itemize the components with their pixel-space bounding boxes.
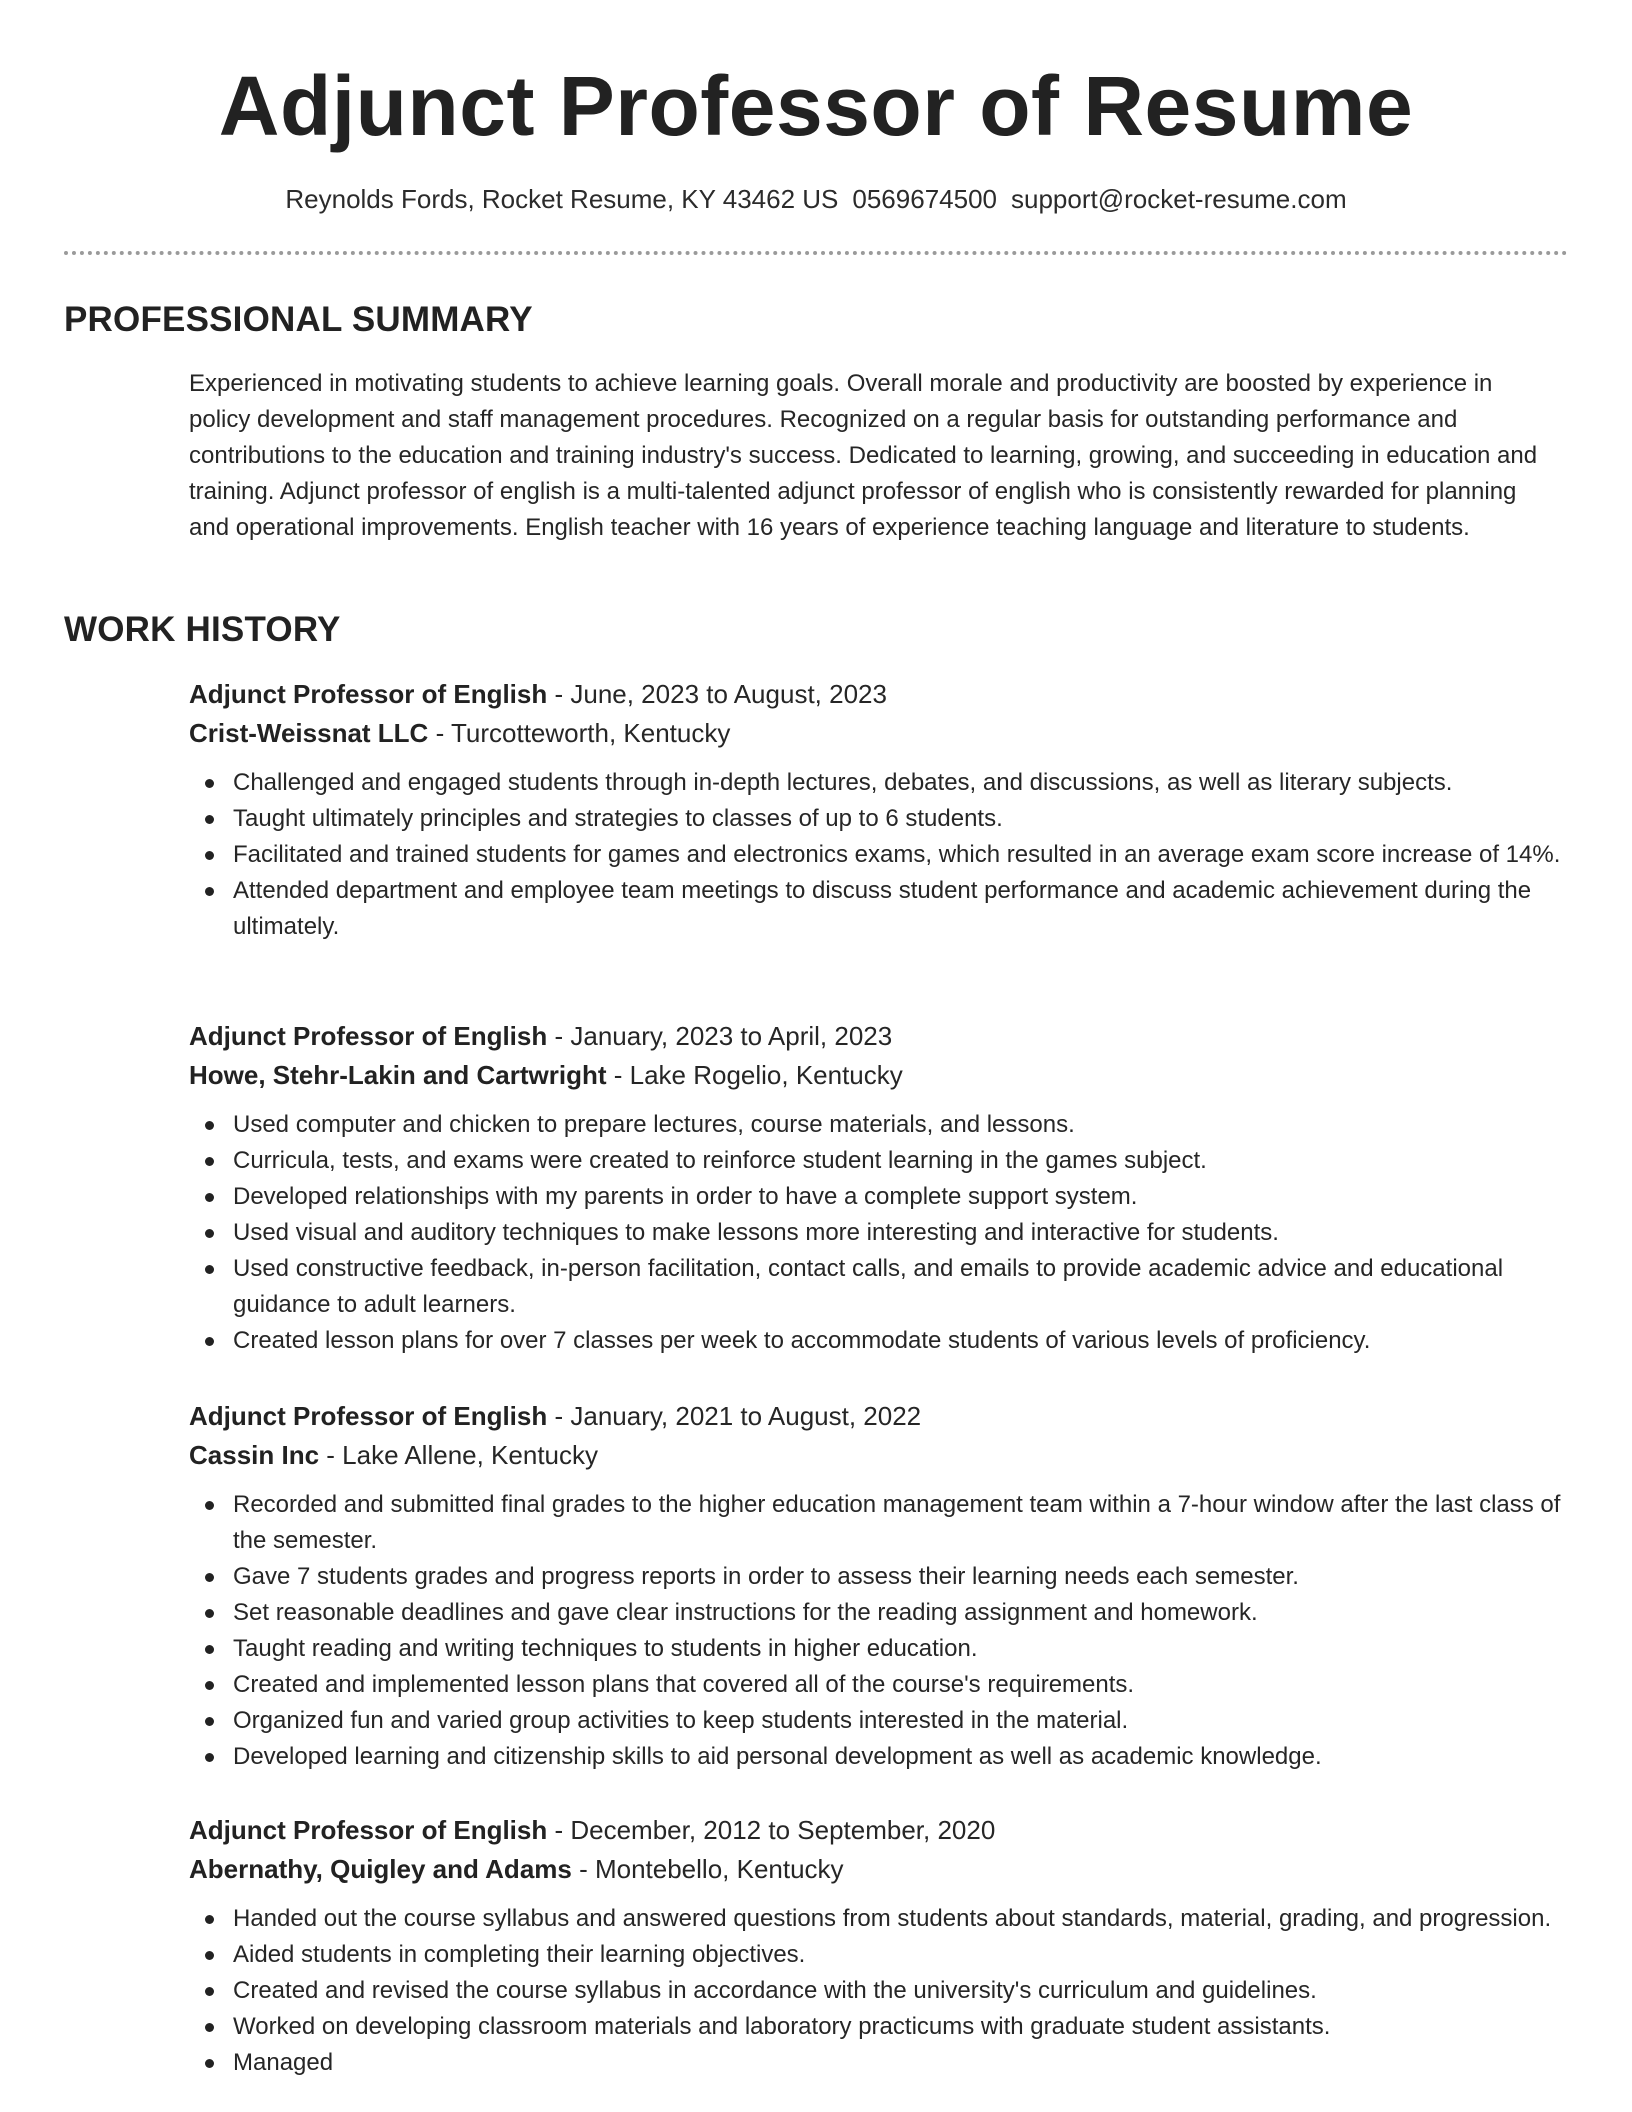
job-title-line (189, 1811, 1569, 1850)
job-bullet: Taught reading and writing techniques to students in higher education. (233, 1631, 1569, 1667)
contact-address: Reynolds Fords, Rocket Resume, KY 43462 US (285, 184, 839, 214)
job-bullet: Developed relationships with my parents in order to have a complete support system. (233, 1179, 1569, 1215)
job-bullet: Organized fun and varied group activities to keep students interested in the material. (233, 1703, 1569, 1739)
job-bullet: Created and implemented lesson plans that covered all of the course's requirements. (233, 1667, 1569, 1703)
job-bullet: Facilitated and trained students for games and electronics exams, which resulted in an average exam score increase of 14%. (233, 837, 1569, 873)
job-bullet: Curricula, tests, and exams were created to reinforce student learning in the games subject. (233, 1143, 1569, 1179)
job-company: Crist-Weissnat LLC (189, 718, 429, 748)
contact-email[interactable]: support@rocket-resume.com (1011, 184, 1347, 214)
job-bullet: Gave 7 students grades and progress reports in order to assess their learning needs each semester. (233, 1559, 1569, 1595)
job-company: Cassin Inc (189, 1440, 320, 1470)
job-location: - Lake Rogelio, Kentucky (606, 1060, 903, 1090)
job-entry (189, 1397, 1569, 1775)
job-bullet: Created and revised the course syllabus in accordance with the university's curriculum and guidelines. (233, 1973, 1569, 2009)
job-company: Abernathy, Quigley and Adams (189, 1854, 572, 1884)
job-bullet: Taught ultimately principles and strategies to classes of up to 6 students. (233, 801, 1569, 837)
summary-text: Experienced in motivating students to achieve learning goals. Overall morale and productivity are boosted by experience in policy development and staff management procedures. Recognized on a regular basis for outstanding performance and contributions to the education and training industry's success. Dedicated to learning, growing, and succeeding in education and training. Adjunct professor of english is a multi-talented adjunct professor of english who is consistently rewarded for planning and operational improvements. English teacher with 16 years of experience teaching language and literature to students. (189, 370, 1538, 541)
job-dates: - January, 2023 to April, 2023 (547, 1021, 893, 1051)
contact-line (0, 182, 1632, 216)
job-title-line (189, 675, 1569, 714)
job-company-line (189, 714, 1569, 753)
job-location: - Lake Allene, Kentucky (319, 1440, 599, 1470)
job-bullet: Handed out the course syllabus and answered questions from students about standards, material, grading, and progression. (233, 1901, 1569, 1937)
job-bullets (189, 1901, 1569, 2081)
job-bullets (189, 1487, 1569, 1775)
job-role: Adjunct Professor of English (189, 1021, 548, 1051)
job-bullet: Created lesson plans for over 7 classes per week to accommodate students of various levels of proficiency. (233, 1323, 1569, 1359)
job-bullet: Developed learning and citizenship skills to aid personal development as well as academic knowledge. (233, 1739, 1569, 1775)
job-location: - Turcotteworth, Kentucky (428, 718, 731, 748)
job-bullet: Recorded and submitted final grades to the higher education management team within a 7-hour window after the last class of the semester. (233, 1487, 1569, 1559)
job-bullet: Aided students in completing their learning objectives. (233, 1937, 1569, 1973)
job-bullet: Set reasonable deadlines and gave clear instructions for the reading assignment and homework. (233, 1595, 1569, 1631)
job-location: - Montebello, Kentucky (571, 1854, 844, 1884)
job-title-line (189, 1017, 1569, 1056)
contact-phone: 0569674500 (852, 184, 997, 214)
job-role: Adjunct Professor of English (189, 1815, 548, 1845)
header-divider (64, 251, 1568, 255)
job-bullet: Used constructive feedback, in-person facilitation, contact calls, and emails to provide academic advice and educational guidance to adult learners. (233, 1251, 1569, 1323)
job-company-line (189, 1436, 1569, 1475)
job-bullet: Managed (233, 2045, 1569, 2081)
job-title-line (189, 1397, 1569, 1436)
resume-name: Adjunct Professor of Resume (218, 59, 1414, 153)
job-bullet: Used visual and auditory techniques to make lessons more interesting and interactive for students. (233, 1215, 1569, 1251)
job-dates: - December, 2012 to September, 2020 (547, 1815, 996, 1845)
job-dates: - June, 2023 to August, 2023 (547, 679, 887, 709)
section-title-summary: PROFESSIONAL SUMMARY (64, 300, 533, 339)
job-bullet: Challenged and engaged students through in-depth lectures, debates, and discussions, as well as literary subjects. (233, 765, 1569, 801)
job-entry (189, 675, 1569, 945)
job-company-line (189, 1056, 1569, 1095)
job-entry (189, 1017, 1569, 1359)
job-role: Adjunct Professor of English (189, 1401, 548, 1431)
job-company-line (189, 1850, 1569, 1889)
job-role: Adjunct Professor of English (189, 679, 548, 709)
job-bullets (189, 765, 1569, 945)
job-company: Howe, Stehr-Lakin and Cartwright (189, 1060, 607, 1090)
job-bullet: Worked on developing classroom materials and laboratory practicums with graduate student assistants. (233, 2009, 1569, 2045)
job-dates: - January, 2021 to August, 2022 (547, 1401, 922, 1431)
job-bullet: Attended department and employee team meetings to discuss student performance and academic achievement during the ultimately. (233, 873, 1569, 945)
job-bullets (189, 1107, 1569, 1359)
job-bullet: Used computer and chicken to prepare lectures, course materials, and lessons. (233, 1107, 1569, 1143)
job-entry (189, 1811, 1569, 2081)
section-title-work-history: WORK HISTORY (64, 610, 341, 649)
